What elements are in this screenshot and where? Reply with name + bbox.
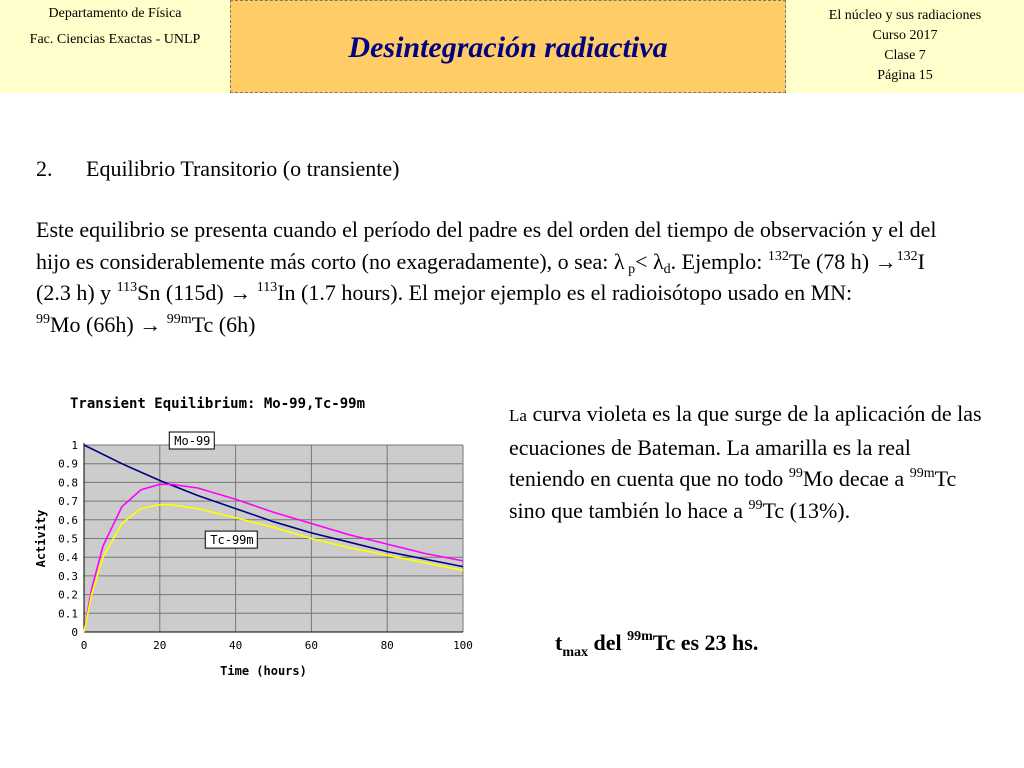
mass-number: 99 xyxy=(748,497,763,513)
mass-number: 99 xyxy=(36,311,50,327)
y-tick-label: 0.5 xyxy=(58,532,78,546)
para-text-2: . Ejemplo: xyxy=(670,248,768,274)
y-tick-label: 0.1 xyxy=(58,607,78,621)
lambda-symbol: λ xyxy=(613,248,625,274)
y-axis-label: Activity xyxy=(34,509,48,568)
header-course-info xyxy=(786,0,1024,93)
y-tick-label: 0.2 xyxy=(58,588,78,602)
tmax-statement xyxy=(555,629,759,660)
transient-equilibrium-chart xyxy=(30,392,480,684)
y-tick-label: 0.3 xyxy=(58,569,78,583)
department-label: Departamento de Física xyxy=(48,6,182,21)
y-tick-label: 0.9 xyxy=(58,457,78,471)
y-tick-label: 0 xyxy=(71,626,78,639)
annotation-label: Mo-99 xyxy=(174,434,211,448)
explanation-text-4: Tc (13%). xyxy=(762,497,851,523)
chart-title: Transient Equilibrium: Mo-99,Tc-99m xyxy=(70,396,366,412)
body-paragraph xyxy=(36,214,956,340)
header-title-box xyxy=(230,0,786,93)
less-than: < xyxy=(635,248,653,274)
para-text-4: I (2.3 h) y xyxy=(36,248,925,305)
mass-number: 99 xyxy=(788,466,803,481)
tmax-superscript: 99m xyxy=(627,629,653,644)
section-number: 2. xyxy=(36,156,53,181)
lambda-symbol: λ xyxy=(652,248,664,274)
section-title-text: Equilibrio Transitorio (o transiente) xyxy=(86,156,400,181)
header-institution xyxy=(0,0,231,93)
mass-number: 132 xyxy=(896,248,918,264)
y-tick-label: 0.4 xyxy=(58,551,78,565)
para-text-6: In (1.7 hours). El mejor ejemplo es el radioisótopo usado en MN: xyxy=(277,280,853,305)
para-text-3: Te (78 h) → xyxy=(788,248,897,274)
faculty-label: Fac. Ciencias Exactas - UNLP xyxy=(29,32,201,48)
x-tick-label: 80 xyxy=(380,639,394,652)
x-axis-label: Time (hours) xyxy=(220,664,307,678)
x-tick-label: 20 xyxy=(153,639,167,652)
x-tick-label: 0 xyxy=(80,639,88,652)
mass-number: 113 xyxy=(116,280,138,295)
sub-d: d xyxy=(663,261,671,277)
y-tick-label: 0.7 xyxy=(58,495,78,509)
mass-number: 99m xyxy=(909,466,935,481)
mass-number: 113 xyxy=(256,280,278,295)
para-text-8: Tc (6h) xyxy=(191,311,256,337)
class-number: Clase 7 xyxy=(884,48,926,63)
explanation-text-1: curva violeta es la que surge de la aplicación de las ecuaciones de Bateman. La amarilla es la real teniendo en cuenta que no todo xyxy=(509,401,982,491)
mass-number: 99m xyxy=(166,311,192,327)
mass-number: 132 xyxy=(767,248,789,264)
tmax-text-2: Tc es 23 hs. xyxy=(652,630,759,655)
x-tick-label: 40 xyxy=(228,639,243,652)
tmax-t: t xyxy=(555,630,563,655)
section-heading xyxy=(36,156,399,182)
explanation-text-3: Tc sino que también lo hace a xyxy=(509,466,957,523)
y-tick-label: 0.8 xyxy=(58,476,78,490)
y-tick-label: 1 xyxy=(71,439,78,452)
explanation-text-la: La xyxy=(509,406,527,425)
para-text-7: Mo (66h) → xyxy=(50,311,167,337)
tmax-text-1: del xyxy=(588,630,628,655)
y-tick-label: 0.6 xyxy=(58,513,78,527)
page-title: Desintegración radiactiva xyxy=(348,31,668,64)
annotation-label: Tc-99m xyxy=(210,533,254,548)
chart-explanation xyxy=(509,398,989,526)
x-tick-label: 60 xyxy=(304,639,319,652)
page-number: Página 15 xyxy=(877,68,933,83)
tmax-subscript: max xyxy=(562,645,588,660)
para-text-5: Sn (115d) → xyxy=(137,280,257,305)
x-tick-label: 100 xyxy=(453,639,473,652)
explanation-text-2: Mo decae a xyxy=(802,466,910,491)
course-year: Curso 2017 xyxy=(872,28,938,43)
course-name: El núcleo y sus radiaciones xyxy=(828,8,982,23)
para-text-1: Este equilibrio se presenta cuando el período del padre es del orden del tiempo de observación y el del hijo es considerablemente más corto (no exageradamente), o sea: xyxy=(36,217,937,274)
sub-p: p xyxy=(628,261,636,277)
